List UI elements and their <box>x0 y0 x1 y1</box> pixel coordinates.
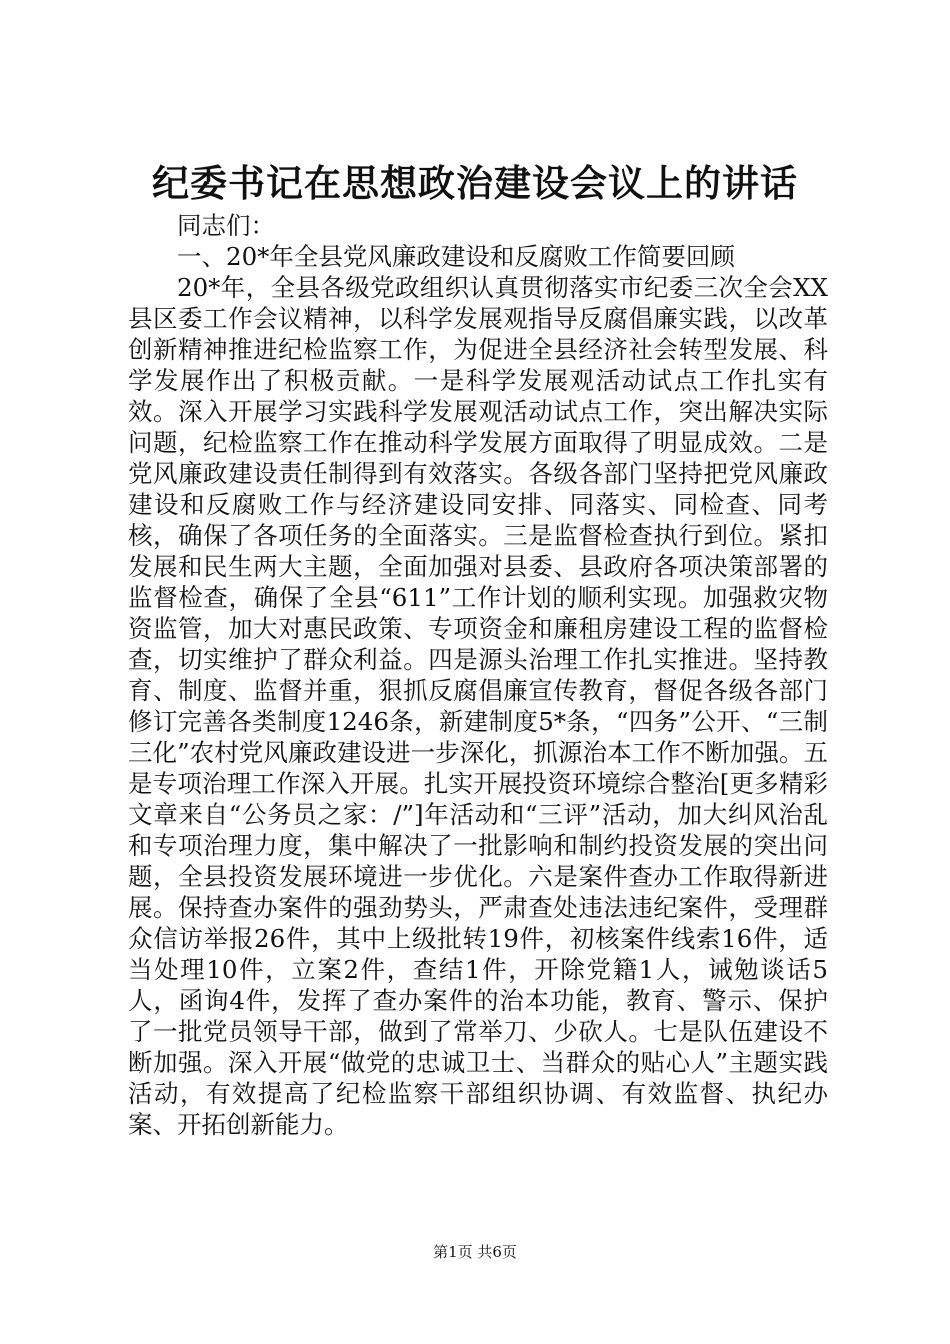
document-body <box>128 210 828 1140</box>
page-number-footer: 第1页 共6页 <box>433 1243 517 1261</box>
body-paragraph: 20*年，全县各级党政组织认真贯彻落实市纪委三次全会XX县区委工作会议精神，以科学发展观指导反腐倡廉实践，以改革创新精神推进纪检监察工作，为促进全县经济社会转型发展、科学发展作出了积极贡献。一是科学发展观活动试点工作扎实有效。深入开展学习实践科学发展观活动试点工作，突出解决实际问题，纪检监察工作在推动科学发展方面取得了明显成效。二是党风廉政建设责任制得到有效落实。各级各部门坚持把党风廉政建设和反腐败工作与经济建设同安排、同落实、同检查、同考核，确保了各项任务的全面落实。三是监督检查执行到位。紧扣发展和民生两大主题，全面加强对县委、县政府各项决策部署的监督检查，确保了全县“611”工作计划的顺利实现。加强救灾物资监管，加大对惠民政策、专项资金和廉租房建设工程的监督检查，切实维护了群众利益。四是源头治理工作扎实推进。坚持教育、制度、监督并重，狠抓反腐倡廉宣传教育，督促各级各部门修订完善各类制度1246条，新建制度5*条，“四务”公开、“三制三化”农村党风廉政建设进一步深化，抓源治本工作不断加强。五是专项治理工作深入开展。扎实开展投资环境综合整治[更多精彩文章来自“公务员之家：/”]年活动和“三评”活动，加大纠风治乱和专项治理力度，集中解决了一批影响和制约投资发展的突出问题，全县投资发展环境进一步优化。六是案件查办工作取得新进展。保持查办案件的强劲势头，严肃查处违法违纪案件，受理群众信访举报26件，其中上级批转19件，初核案件线索16件，适当处理10件，立案2件，查结1件，开除党籍1人，诫勉谈话5人，函询4件，发挥了查办案件的治本功能，教育、警示、保护了一批党员领导干部，做到了常举刀、少砍人。七是队伍建设不断加强。深入开展“做党的忠诚卫士、当群众的贴心人”主题实践活动，有效提高了纪检监察干部组织协调、有效监督、执纪办案、开拓创新能力。 <box>128 273 828 1139</box>
document-title: 纪委书记在思想政治建设会议上的讲话 <box>152 162 798 205</box>
salutation: 同志们： <box>177 211 275 240</box>
section-heading: 一、20*年全县党风廉政建设和反腐败工作简要回顾 <box>177 242 735 271</box>
